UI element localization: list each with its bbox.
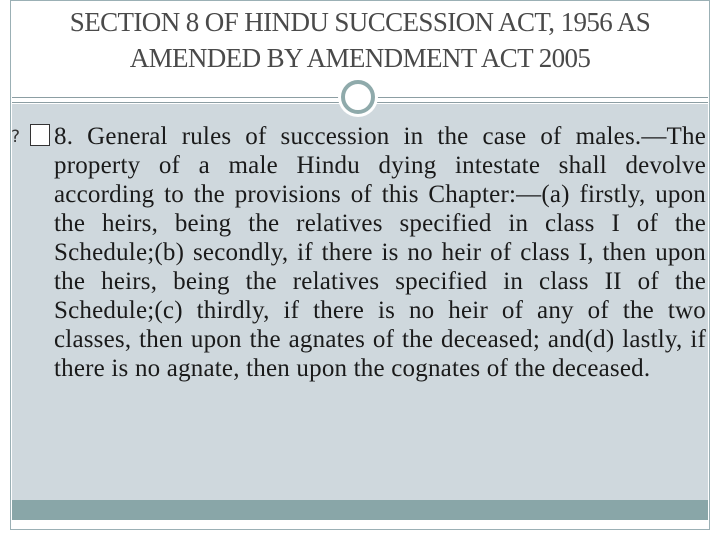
body-text: 8. General rules of succession in the case of males.—The property of a male Hindu dying intestate shall devolve according to the provisions of this Chapter:—(a) firstly, upon the heirs, being the relatives specified in class I of the Schedule;(b) secondly, if there is no heir of class I, then upon the heirs, being the relatives specified in class II of the Schedule;(c) thirdly, if there is no heir of any of the two classes, then upon the agnates of the deceased; and(d) lastly, if there is no agnate, then upon the cognates of the deceased. [54,123,706,382]
title-line-2: AMENDED BY AMENDMENT ACT 2005 [129,43,591,73]
body-paragraph [30,122,706,383]
title-line-1: SECTION 8 OF HINDU SUCCESSION ACT, 1956 AS [69,7,651,37]
footer-bar [12,500,708,520]
bullet-icon [30,124,50,146]
circle-ornament-icon [341,80,375,114]
